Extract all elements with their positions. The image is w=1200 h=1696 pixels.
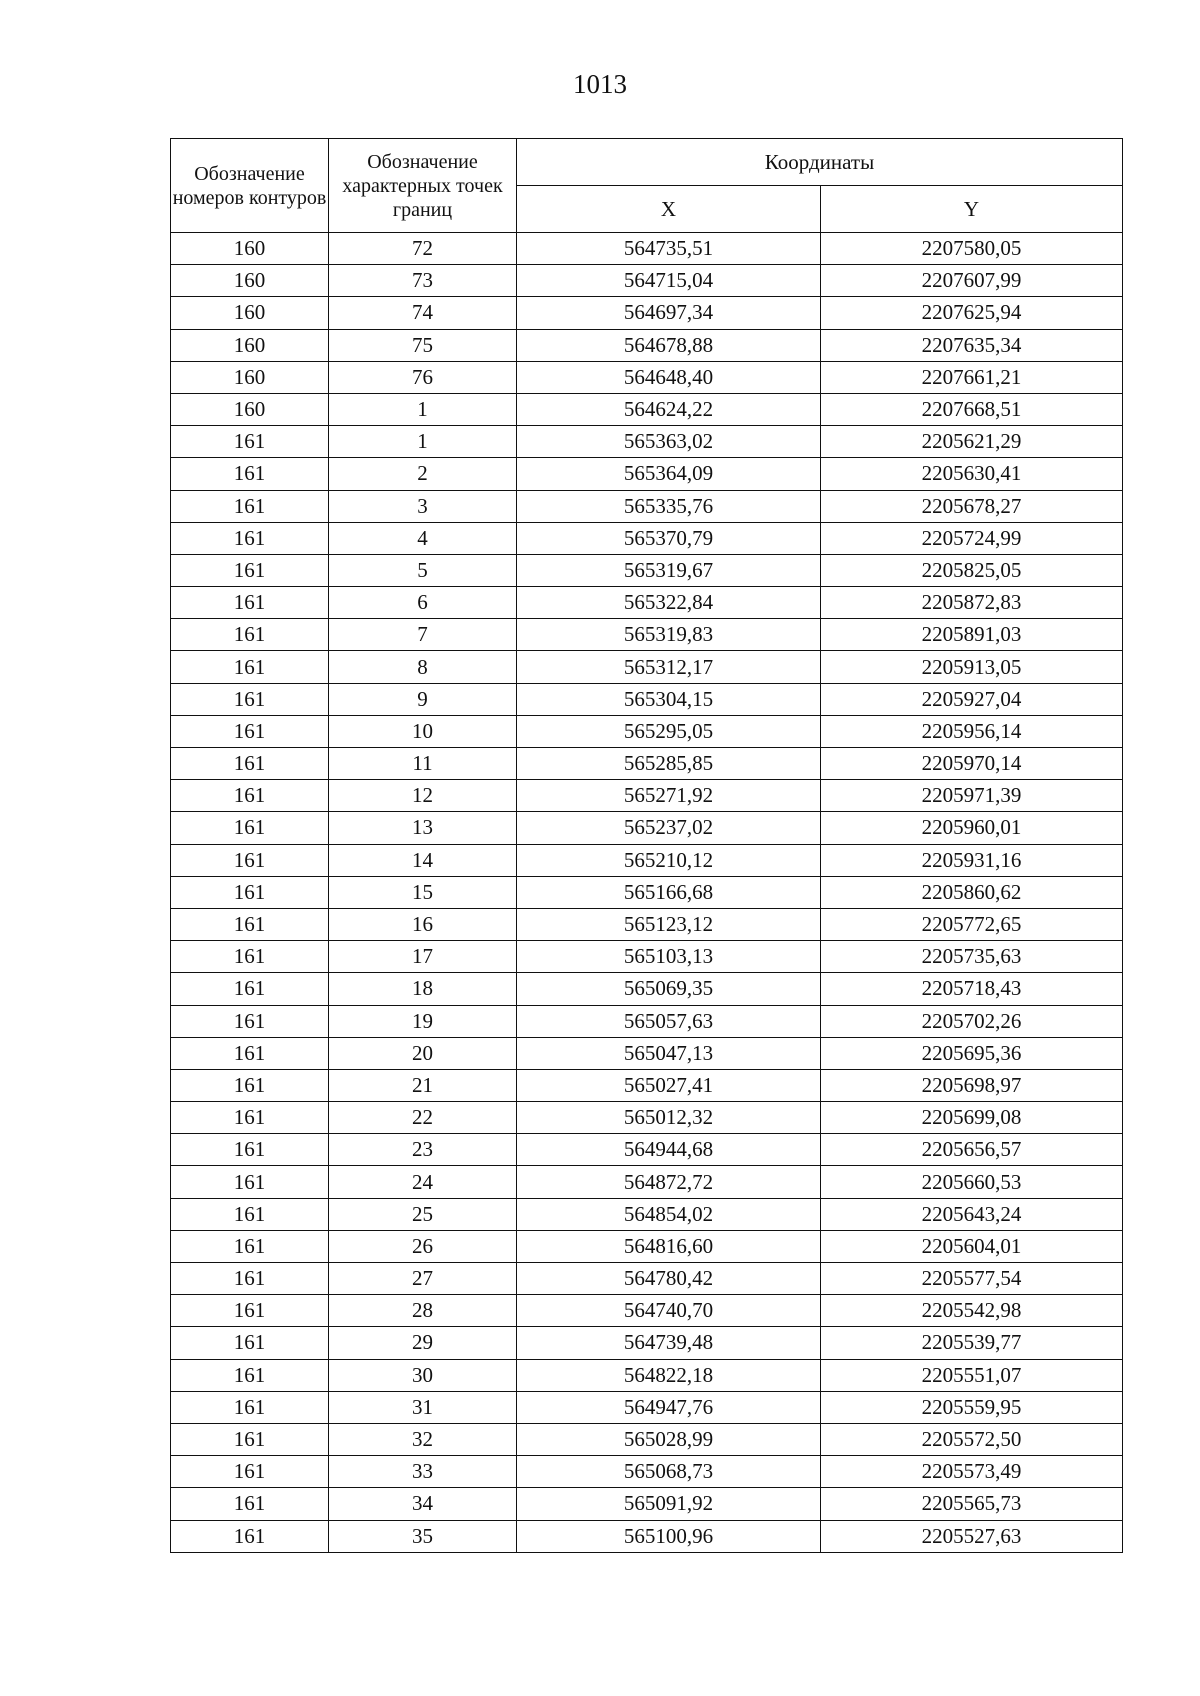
y-coordinate-cell: 2205825,05 [821,554,1123,586]
x-coordinate-cell: 565363,02 [517,426,821,458]
contour-cell: 161 [171,651,329,683]
y-coordinate-cell: 2205724,99 [821,522,1123,554]
point-cell: 31 [329,1391,517,1423]
x-coordinate-cell: 565027,41 [517,1069,821,1101]
x-coordinate-cell: 564697,34 [517,297,821,329]
table-row [171,587,1123,619]
contour-cell: 161 [171,908,329,940]
contour-number-header: Обозначение номеров контуров [171,139,329,233]
point-cell: 75 [329,329,517,361]
table-row [171,233,1123,265]
x-coordinate-cell: 564740,70 [517,1295,821,1327]
y-coordinate-cell: 2205630,41 [821,458,1123,490]
point-cell: 73 [329,265,517,297]
y-coordinate-cell: 2205577,54 [821,1263,1123,1295]
table-row [171,1166,1123,1198]
contour-cell: 161 [171,715,329,747]
point-cell: 17 [329,941,517,973]
contour-cell: 161 [171,780,329,812]
point-cell: 20 [329,1037,517,1069]
point-cell: 74 [329,297,517,329]
point-cell: 30 [329,1359,517,1391]
point-cell: 15 [329,876,517,908]
contour-cell: 161 [171,619,329,651]
x-coordinate-cell: 564816,60 [517,1230,821,1262]
point-cell: 1 [329,393,517,425]
y-coordinate-cell: 2205970,14 [821,748,1123,780]
y-coordinate-cell: 2205604,01 [821,1230,1123,1262]
table-body [171,233,1123,1553]
contour-cell: 160 [171,393,329,425]
y-header: Y [821,186,1123,233]
x-coordinate-cell: 565028,99 [517,1423,821,1455]
point-cell: 22 [329,1102,517,1134]
y-coordinate-cell: 2205718,43 [821,973,1123,1005]
y-coordinate-cell: 2205621,29 [821,426,1123,458]
table-row [171,1456,1123,1488]
table-row [171,426,1123,458]
coordinates-header: Координаты [517,139,1123,186]
point-cell: 27 [329,1263,517,1295]
table-row [171,1198,1123,1230]
x-coordinate-cell: 565068,73 [517,1456,821,1488]
x-coordinate-cell: 565012,32 [517,1102,821,1134]
x-coordinate-cell: 565335,76 [517,490,821,522]
table-row [171,619,1123,651]
x-coordinate-cell: 564739,48 [517,1327,821,1359]
x-coordinate-cell: 565237,02 [517,812,821,844]
contour-cell: 160 [171,361,329,393]
point-cell: 13 [329,812,517,844]
contour-cell: 161 [171,1456,329,1488]
contour-cell: 161 [171,876,329,908]
page-number: 1013 [573,69,627,99]
point-cell: 32 [329,1423,517,1455]
contour-cell: 161 [171,844,329,876]
contour-cell: 161 [171,1520,329,1552]
x-coordinate-cell: 565319,83 [517,619,821,651]
table-row [171,554,1123,586]
point-cell: 6 [329,587,517,619]
point-cell: 1 [329,426,517,458]
table-row [171,1037,1123,1069]
table-row [171,973,1123,1005]
contour-cell: 161 [171,1391,329,1423]
x-coordinate-cell: 565370,79 [517,522,821,554]
contour-cell: 161 [171,1423,329,1455]
x-coordinate-cell: 564735,51 [517,233,821,265]
x-coordinate-cell: 564854,02 [517,1198,821,1230]
point-cell: 72 [329,233,517,265]
contour-cell: 161 [171,1102,329,1134]
x-coordinate-cell: 564944,68 [517,1134,821,1166]
point-cell: 35 [329,1520,517,1552]
point-cell: 19 [329,1005,517,1037]
x-coordinate-cell: 565103,13 [517,941,821,973]
point-cell: 26 [329,1230,517,1262]
table-row [171,458,1123,490]
y-coordinate-cell: 2205656,57 [821,1134,1123,1166]
contour-cell: 161 [171,1295,329,1327]
x-coordinate-cell: 564715,04 [517,265,821,297]
y-coordinate-cell: 2205678,27 [821,490,1123,522]
contour-cell: 161 [171,1166,329,1198]
y-coordinate-cell: 2207580,05 [821,233,1123,265]
y-coordinate-cell: 2207661,21 [821,361,1123,393]
x-header: X [517,186,821,233]
table-row [171,522,1123,554]
x-coordinate-cell: 565069,35 [517,973,821,1005]
x-coordinate-cell: 565047,13 [517,1037,821,1069]
table-row [171,297,1123,329]
x-coordinate-cell: 565100,96 [517,1520,821,1552]
contour-cell: 161 [171,1069,329,1101]
point-cell: 12 [329,780,517,812]
y-coordinate-cell: 2205735,63 [821,941,1123,973]
point-cell: 24 [329,1166,517,1198]
y-coordinate-cell: 2207607,99 [821,265,1123,297]
contour-cell: 161 [171,683,329,715]
y-coordinate-cell: 2205960,01 [821,812,1123,844]
table-row [171,490,1123,522]
point-cell: 18 [329,973,517,1005]
x-coordinate-cell: 565166,68 [517,876,821,908]
y-coordinate-cell: 2205551,07 [821,1359,1123,1391]
y-coordinate-cell: 2205527,63 [821,1520,1123,1552]
y-coordinate-cell: 2205971,39 [821,780,1123,812]
table-row [171,393,1123,425]
y-coordinate-cell: 2207635,34 [821,329,1123,361]
x-coordinate-cell: 564648,40 [517,361,821,393]
contour-cell: 161 [171,587,329,619]
point-cell: 8 [329,651,517,683]
table-row [171,683,1123,715]
point-cell: 14 [329,844,517,876]
table-row [171,812,1123,844]
point-cell: 33 [329,1456,517,1488]
table-row [171,1488,1123,1520]
point-cell: 11 [329,748,517,780]
table-row [171,1005,1123,1037]
contour-cell: 161 [171,748,329,780]
table-row [171,748,1123,780]
point-cell: 16 [329,908,517,940]
y-coordinate-cell: 2205872,83 [821,587,1123,619]
y-coordinate-cell: 2205660,53 [821,1166,1123,1198]
coordinates-table [170,138,1123,1553]
y-coordinate-cell: 2205772,65 [821,908,1123,940]
table-row [171,1069,1123,1101]
x-coordinate-cell: 565319,67 [517,554,821,586]
point-cell: 29 [329,1327,517,1359]
x-coordinate-cell: 565123,12 [517,908,821,940]
contour-cell: 160 [171,329,329,361]
y-coordinate-cell: 2205860,62 [821,876,1123,908]
contour-cell: 161 [171,1327,329,1359]
table-row [171,876,1123,908]
x-coordinate-cell: 564872,72 [517,1166,821,1198]
x-coordinate-cell: 565210,12 [517,844,821,876]
table-row [171,265,1123,297]
point-cell: 25 [329,1198,517,1230]
table-row [171,1520,1123,1552]
table-row [171,1359,1123,1391]
contour-cell: 161 [171,973,329,1005]
contour-cell: 161 [171,1005,329,1037]
table-row [171,844,1123,876]
x-coordinate-cell: 565057,63 [517,1005,821,1037]
point-cell: 10 [329,715,517,747]
x-coordinate-cell: 565295,05 [517,715,821,747]
table-row [171,1327,1123,1359]
boundary-point-header: Обозначение характерных точек границ [329,139,517,233]
y-coordinate-cell: 2205572,50 [821,1423,1123,1455]
x-coordinate-cell: 565304,15 [517,683,821,715]
table-row [171,361,1123,393]
x-coordinate-cell: 564822,18 [517,1359,821,1391]
contour-cell: 161 [171,458,329,490]
table-row [171,1134,1123,1166]
x-coordinate-cell: 565322,84 [517,587,821,619]
point-cell: 5 [329,554,517,586]
contour-cell: 161 [171,1488,329,1520]
y-coordinate-cell: 2205956,14 [821,715,1123,747]
x-coordinate-cell: 565364,09 [517,458,821,490]
table-row [171,329,1123,361]
point-cell: 7 [329,619,517,651]
point-cell: 76 [329,361,517,393]
x-coordinate-cell: 564678,88 [517,329,821,361]
point-cell: 2 [329,458,517,490]
contour-cell: 161 [171,1134,329,1166]
y-coordinate-cell: 2205891,03 [821,619,1123,651]
contour-cell: 161 [171,490,329,522]
point-cell: 4 [329,522,517,554]
point-cell: 9 [329,683,517,715]
table-row [171,1263,1123,1295]
table-row [171,908,1123,940]
contour-cell: 161 [171,1359,329,1391]
y-coordinate-cell: 2207625,94 [821,297,1123,329]
y-coordinate-cell: 2205559,95 [821,1391,1123,1423]
y-coordinate-cell: 2205931,16 [821,844,1123,876]
y-coordinate-cell: 2205539,77 [821,1327,1123,1359]
table-row [171,1230,1123,1262]
x-coordinate-cell: 564947,76 [517,1391,821,1423]
y-coordinate-cell: 2205643,24 [821,1198,1123,1230]
y-coordinate-cell: 2205573,49 [821,1456,1123,1488]
point-cell: 34 [329,1488,517,1520]
x-coordinate-cell: 565271,92 [517,780,821,812]
contour-cell: 161 [171,554,329,586]
table-row [171,651,1123,683]
contour-cell: 161 [171,941,329,973]
x-coordinate-cell: 565312,17 [517,651,821,683]
contour-cell: 161 [171,1037,329,1069]
table-row [171,1295,1123,1327]
x-coordinate-cell: 565091,92 [517,1488,821,1520]
table-row [171,1391,1123,1423]
contour-cell: 161 [171,812,329,844]
y-coordinate-cell: 2205565,73 [821,1488,1123,1520]
point-cell: 21 [329,1069,517,1101]
y-coordinate-cell: 2205695,36 [821,1037,1123,1069]
point-cell: 23 [329,1134,517,1166]
y-coordinate-cell: 2205699,08 [821,1102,1123,1134]
point-cell: 28 [329,1295,517,1327]
contour-cell: 160 [171,297,329,329]
point-cell: 3 [329,490,517,522]
contour-cell: 161 [171,1263,329,1295]
table-row [171,715,1123,747]
contour-cell: 161 [171,1198,329,1230]
x-coordinate-cell: 564780,42 [517,1263,821,1295]
y-coordinate-cell: 2207668,51 [821,393,1123,425]
table-row [171,1423,1123,1455]
contour-cell: 161 [171,1230,329,1262]
x-coordinate-cell: 565285,85 [517,748,821,780]
table-row [171,1102,1123,1134]
contour-cell: 160 [171,233,329,265]
y-coordinate-cell: 2205913,05 [821,651,1123,683]
contour-cell: 160 [171,265,329,297]
contour-cell: 161 [171,522,329,554]
y-coordinate-cell: 2205927,04 [821,683,1123,715]
y-coordinate-cell: 2205542,98 [821,1295,1123,1327]
y-coordinate-cell: 2205698,97 [821,1069,1123,1101]
y-coordinate-cell: 2205702,26 [821,1005,1123,1037]
table-row [171,780,1123,812]
contour-cell: 161 [171,426,329,458]
x-coordinate-cell: 564624,22 [517,393,821,425]
table-row [171,941,1123,973]
